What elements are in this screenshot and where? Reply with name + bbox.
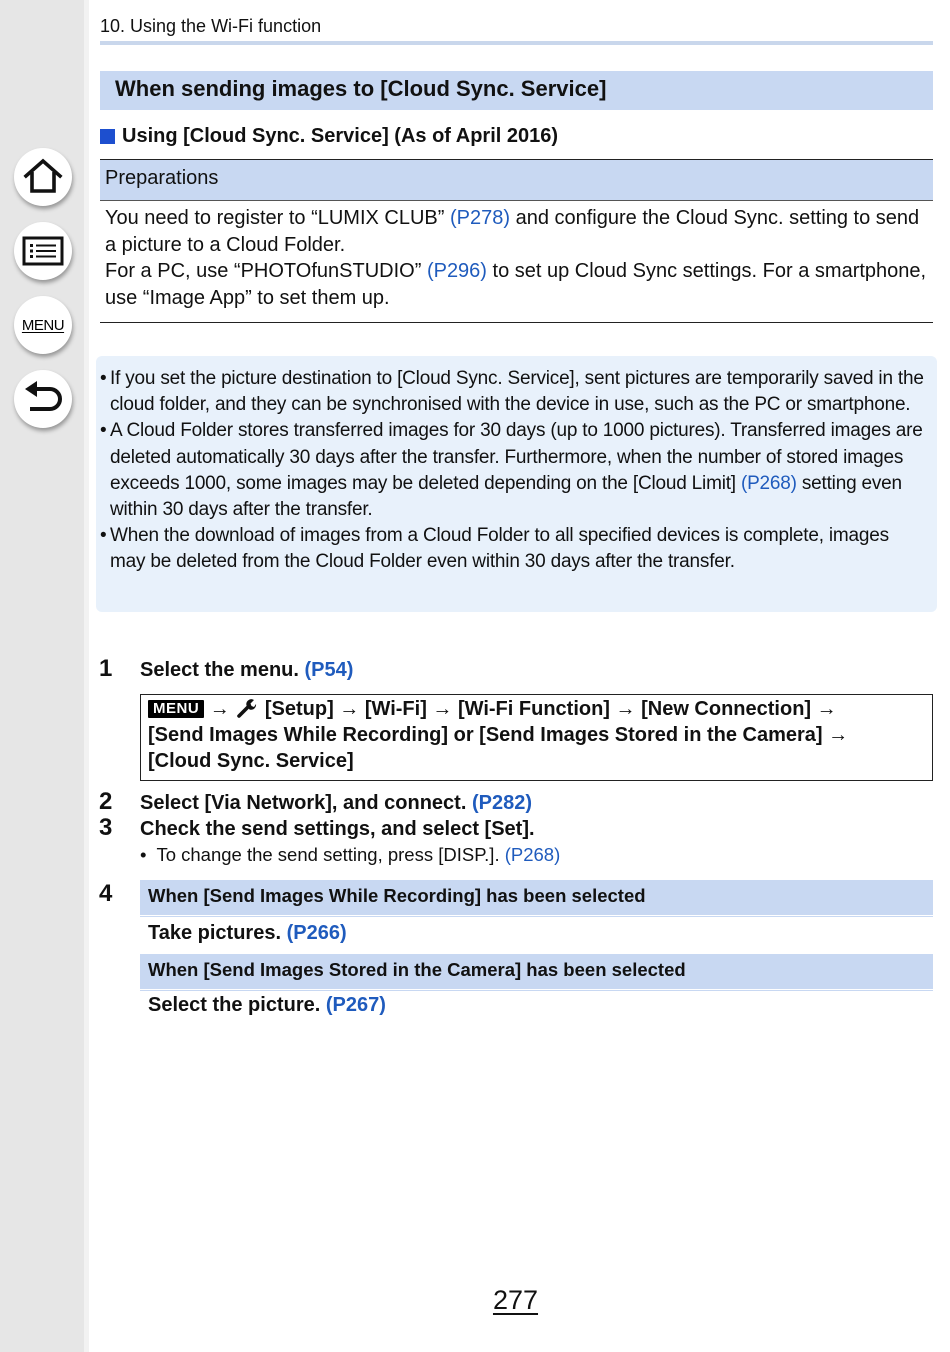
text: For a PC, use “PHOTOfunSTUDIO” <box>105 260 427 282</box>
arrow: → <box>816 698 837 720</box>
sidebar-edge <box>84 0 89 1352</box>
text: setting even within 30 days after the transfer. <box>110 472 902 521</box>
preparations-body <box>100 205 933 323</box>
preparations-heading: Preparations <box>100 159 933 201</box>
note-box <box>96 356 937 612</box>
list-icon <box>22 236 64 266</box>
step-number-3: 3 <box>99 814 113 841</box>
text: You need to register to “LUMIX CLUB” <box>105 207 450 229</box>
arrow: → <box>432 698 453 720</box>
menu-icon: MENU <box>21 316 65 334</box>
menu-path-box <box>140 694 933 781</box>
bullet: • <box>140 844 147 865</box>
wrench-icon <box>237 698 257 718</box>
menu-new-connection: [New Connection] <box>635 698 817 720</box>
link-p267[interactable]: (P267) <box>325 994 386 1016</box>
note-item-2 <box>100 418 929 523</box>
home-button[interactable] <box>14 148 72 206</box>
home-icon <box>23 158 63 196</box>
menu-setup: [Setup] <box>259 698 340 720</box>
note-item-1: • If you set the picture destination to [Cloud Sync. Service], sent pictures are temporarily saved in the cloud folder, and they can be synchronised with the device in use, such as the PC or smartphone. <box>100 366 929 418</box>
blue-square-icon <box>100 129 115 144</box>
chapter-rule <box>100 41 933 45</box>
step-number-2: 2 <box>99 788 113 815</box>
section-title: When sending images to [Cloud Sync. Service] <box>100 71 933 110</box>
menu-button[interactable] <box>14 296 72 354</box>
text: Select the menu. <box>140 659 305 681</box>
preparations-line-1 <box>105 205 928 258</box>
link-p266[interactable]: (P266) <box>286 922 347 944</box>
text: To change the send setting, press [DISP.]. <box>156 844 505 865</box>
menu-wifi: [Wi-Fi] <box>359 698 433 720</box>
back-button[interactable] <box>14 370 72 428</box>
case-1-rule <box>140 916 933 917</box>
preparations-line-2 <box>105 258 928 311</box>
menu-cloud-sync: [Cloud Sync. Service] <box>148 750 354 773</box>
sub-heading-text: Using [Cloud Sync. Service] (As of April 2016) <box>122 125 559 147</box>
link-p282[interactable]: (P282) <box>471 792 532 814</box>
link-p296[interactable]: (P296) <box>426 260 487 282</box>
link-p278[interactable]: (P278) <box>449 207 511 229</box>
return-icon <box>22 381 64 417</box>
sub-heading <box>100 123 558 149</box>
case-2-rule <box>140 990 933 991</box>
text: A Cloud Folder stores transferred images for 30 days (up to 1000 pictures). Transferred images are deleted automatically 30 days after the transfer. Furthermore, when the number of stored images exceeds 1000, some images may be deleted depending on the [Cloud Limit] <box>110 420 923 494</box>
note-item-3: • When the download of images from a Cloud Folder to all specified devices is complete, images may be deleted from the Cloud Folder even within 30 days after the transfer. <box>100 523 929 575</box>
step-3-note <box>140 843 560 867</box>
link-p268-disp[interactable]: (P268) <box>504 844 561 865</box>
case-1-heading: When [Send Images While Recording] has been selected <box>140 880 933 915</box>
text: Take pictures. <box>148 922 287 944</box>
arrow: → <box>209 698 230 720</box>
step-number-1: 1 <box>99 655 113 682</box>
chapter-title: 10. Using the Wi-Fi function <box>100 16 322 36</box>
link-p54[interactable]: (P54) <box>304 659 354 681</box>
case-2-text <box>148 992 386 1018</box>
step-3-text: Check the send settings, and select [Set]. <box>140 818 535 840</box>
arrow: → <box>615 698 636 720</box>
note-list <box>100 366 929 576</box>
text: to set up Cloud Sync settings. For a smartphone, use “Image App” to set them up. <box>105 260 927 309</box>
menu-badge-icon: MENU <box>148 700 204 718</box>
step-2-text <box>140 790 532 816</box>
text: Select [Via Network], and connect. <box>140 792 472 814</box>
case-2-heading: When [Send Images Stored in the Camera] has been selected <box>140 954 933 989</box>
text: and configure the Cloud Sync. setting to send a picture to a Cloud Folder. <box>105 207 920 256</box>
link-p268[interactable]: (P268) <box>740 472 797 494</box>
text: Select the picture. <box>148 994 326 1016</box>
arrow: → <box>828 724 849 747</box>
case-1-text <box>148 920 347 946</box>
page-number: 277 <box>492 1285 539 1315</box>
menu-wifi-function: [Wi-Fi Function] <box>452 698 616 720</box>
step-1-text <box>140 657 353 683</box>
contents-button[interactable] <box>14 222 72 280</box>
step-number-4: 4 <box>99 880 113 907</box>
arrow: → <box>339 698 360 720</box>
menu-send-images: [Send Images While Recording] or [Send Images Stored in the Camera] <box>148 724 829 747</box>
